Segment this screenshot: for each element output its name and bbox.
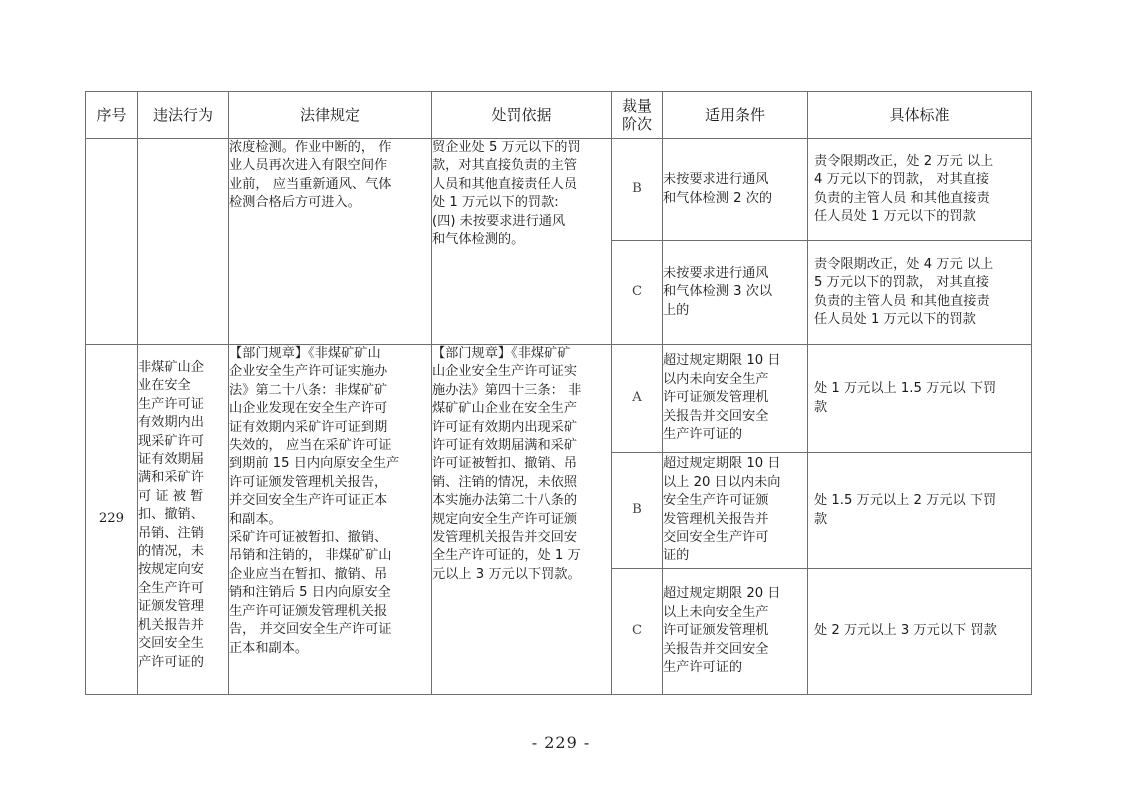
page-number: - 229 - [531, 733, 591, 752]
penalty-standards-table [85, 91, 1032, 695]
table-header-row [86, 92, 1032, 139]
cell-behavior: 非煤矿山企 业在安全 生产许可证 有效期内出 现采矿许可 证有效期届 满和采矿许 可 证 被 暂 扣、撤销、 吊销、注销 的情况，未 按规定向安 全生产许可 证颁发管理 机关报告并 交回安全生 产许可证的 [138, 345, 229, 695]
header-law: 法律规定 [229, 92, 432, 139]
cell-level: C [612, 569, 663, 695]
header-penalty: 处罚依据 [432, 92, 612, 139]
cell-level: B [612, 139, 663, 241]
cell-standard: 处 1 万元以上 1.5 万元以 下罚 款 [808, 345, 1032, 453]
table-row [86, 345, 1032, 453]
header-standard: 具体标准 [808, 92, 1032, 139]
cell-condition: 超过规定期限 20 日 以上未向安全生产 许可证颁发管理机 关报告并交回安全 生产许可证的 [663, 569, 808, 695]
cell-standard: 处 1.5 万元以上 2 万元以 下罚 款 [808, 453, 1032, 569]
cell-standard: 处 2 万元以上 3 万元以下 罚款 [808, 569, 1032, 695]
cell-level: C [612, 241, 663, 345]
header-behavior: 违法行为 [138, 92, 229, 139]
cell-seq: 229 [86, 345, 138, 695]
cell-condition: 未按要求进行通风 和气体检测 2 次的 [663, 139, 808, 241]
cell-law: 【部门规章】《非煤矿矿山 企业安全生产许可证实施办 法》第二十八条：非煤矿矿 山企业发现在安全生产许可 证有效期内采矿许可证到期 失效的， 应当在采矿许可证 到期前 15 日内向原安全生产 许可证颁发管理机关报告， 并交回安全生产许可证正本 和副本。 采矿许可证被暂扣、撤销、 吊销和注销的， 非煤矿矿山 企业应当在暂扣、撤销、吊 销和注销后 5 日内向原安全 生产许可证颁发管理机关报 告， 并交回安全生产许可证 正本和副本。 [229, 345, 432, 695]
cell-seq-empty [86, 139, 138, 345]
cell-condition: 超过规定期限 10 日 以上 20 日以内未向 安全生产许可证颁 发管理机关报告并 交回安全生产许可 证的 [663, 453, 808, 569]
cell-level: B [612, 453, 663, 569]
header-condition: 适用条件 [663, 92, 808, 139]
cell-condition: 未按要求进行通风 和气体检测 3 次以 上的 [663, 241, 808, 345]
cell-condition: 超过规定期限 10 日 以内未向安全生产 许可证颁发管理机 关报告并交回安全 生产许可证的 [663, 345, 808, 453]
cell-penalty-continued: 贸企业处 5 万元以下的罚 款，对其直接负责的主管 人员和其他直接责任人员 处 1 万元以下的罚款: (四) 未按要求进行通风 和气体检测的。 [432, 139, 612, 345]
cell-law-continued: 浓度检测。作业中断的， 作 业人员再次进入有限空间作 业前， 应当重新通风、气体 检测合格后方可进入。 [229, 139, 432, 345]
cell-standard: 责令限期改正，处 2 万元 以上 4 万元以下的罚款， 对其直接 负责的主管人员 和其他直接责 任人员处 1 万元以下的罚款 [808, 139, 1032, 241]
cell-level: A [612, 345, 663, 453]
header-seq: 序号 [86, 92, 138, 139]
table-row [86, 139, 1032, 241]
cell-penalty: 【部门规章】《非煤矿矿 山企业安全生产许可证实 施办法》第四十三条： 非 煤矿矿山企业在安全生产 许可证有效期内出现采矿 许可证有效期届满和采矿 许可证被暂扣、撤销、吊 销、注销的情况，未依照 本实施办法第二十八条的 规定向安全生产许可证颁 发管理机关报告并交回安 全生产许可证的，处 1 万 元以上 3 万元以下罚款。 [432, 345, 612, 695]
cell-standard: 责令限期改正，处 4 万元 以上 5 万元以下的罚款， 对其直接 负责的主管人员 和其他直接责 任人员处 1 万元以下的罚款 [808, 241, 1032, 345]
cell-behavior-empty [138, 139, 229, 345]
header-level: 裁量 阶次 [612, 92, 663, 139]
